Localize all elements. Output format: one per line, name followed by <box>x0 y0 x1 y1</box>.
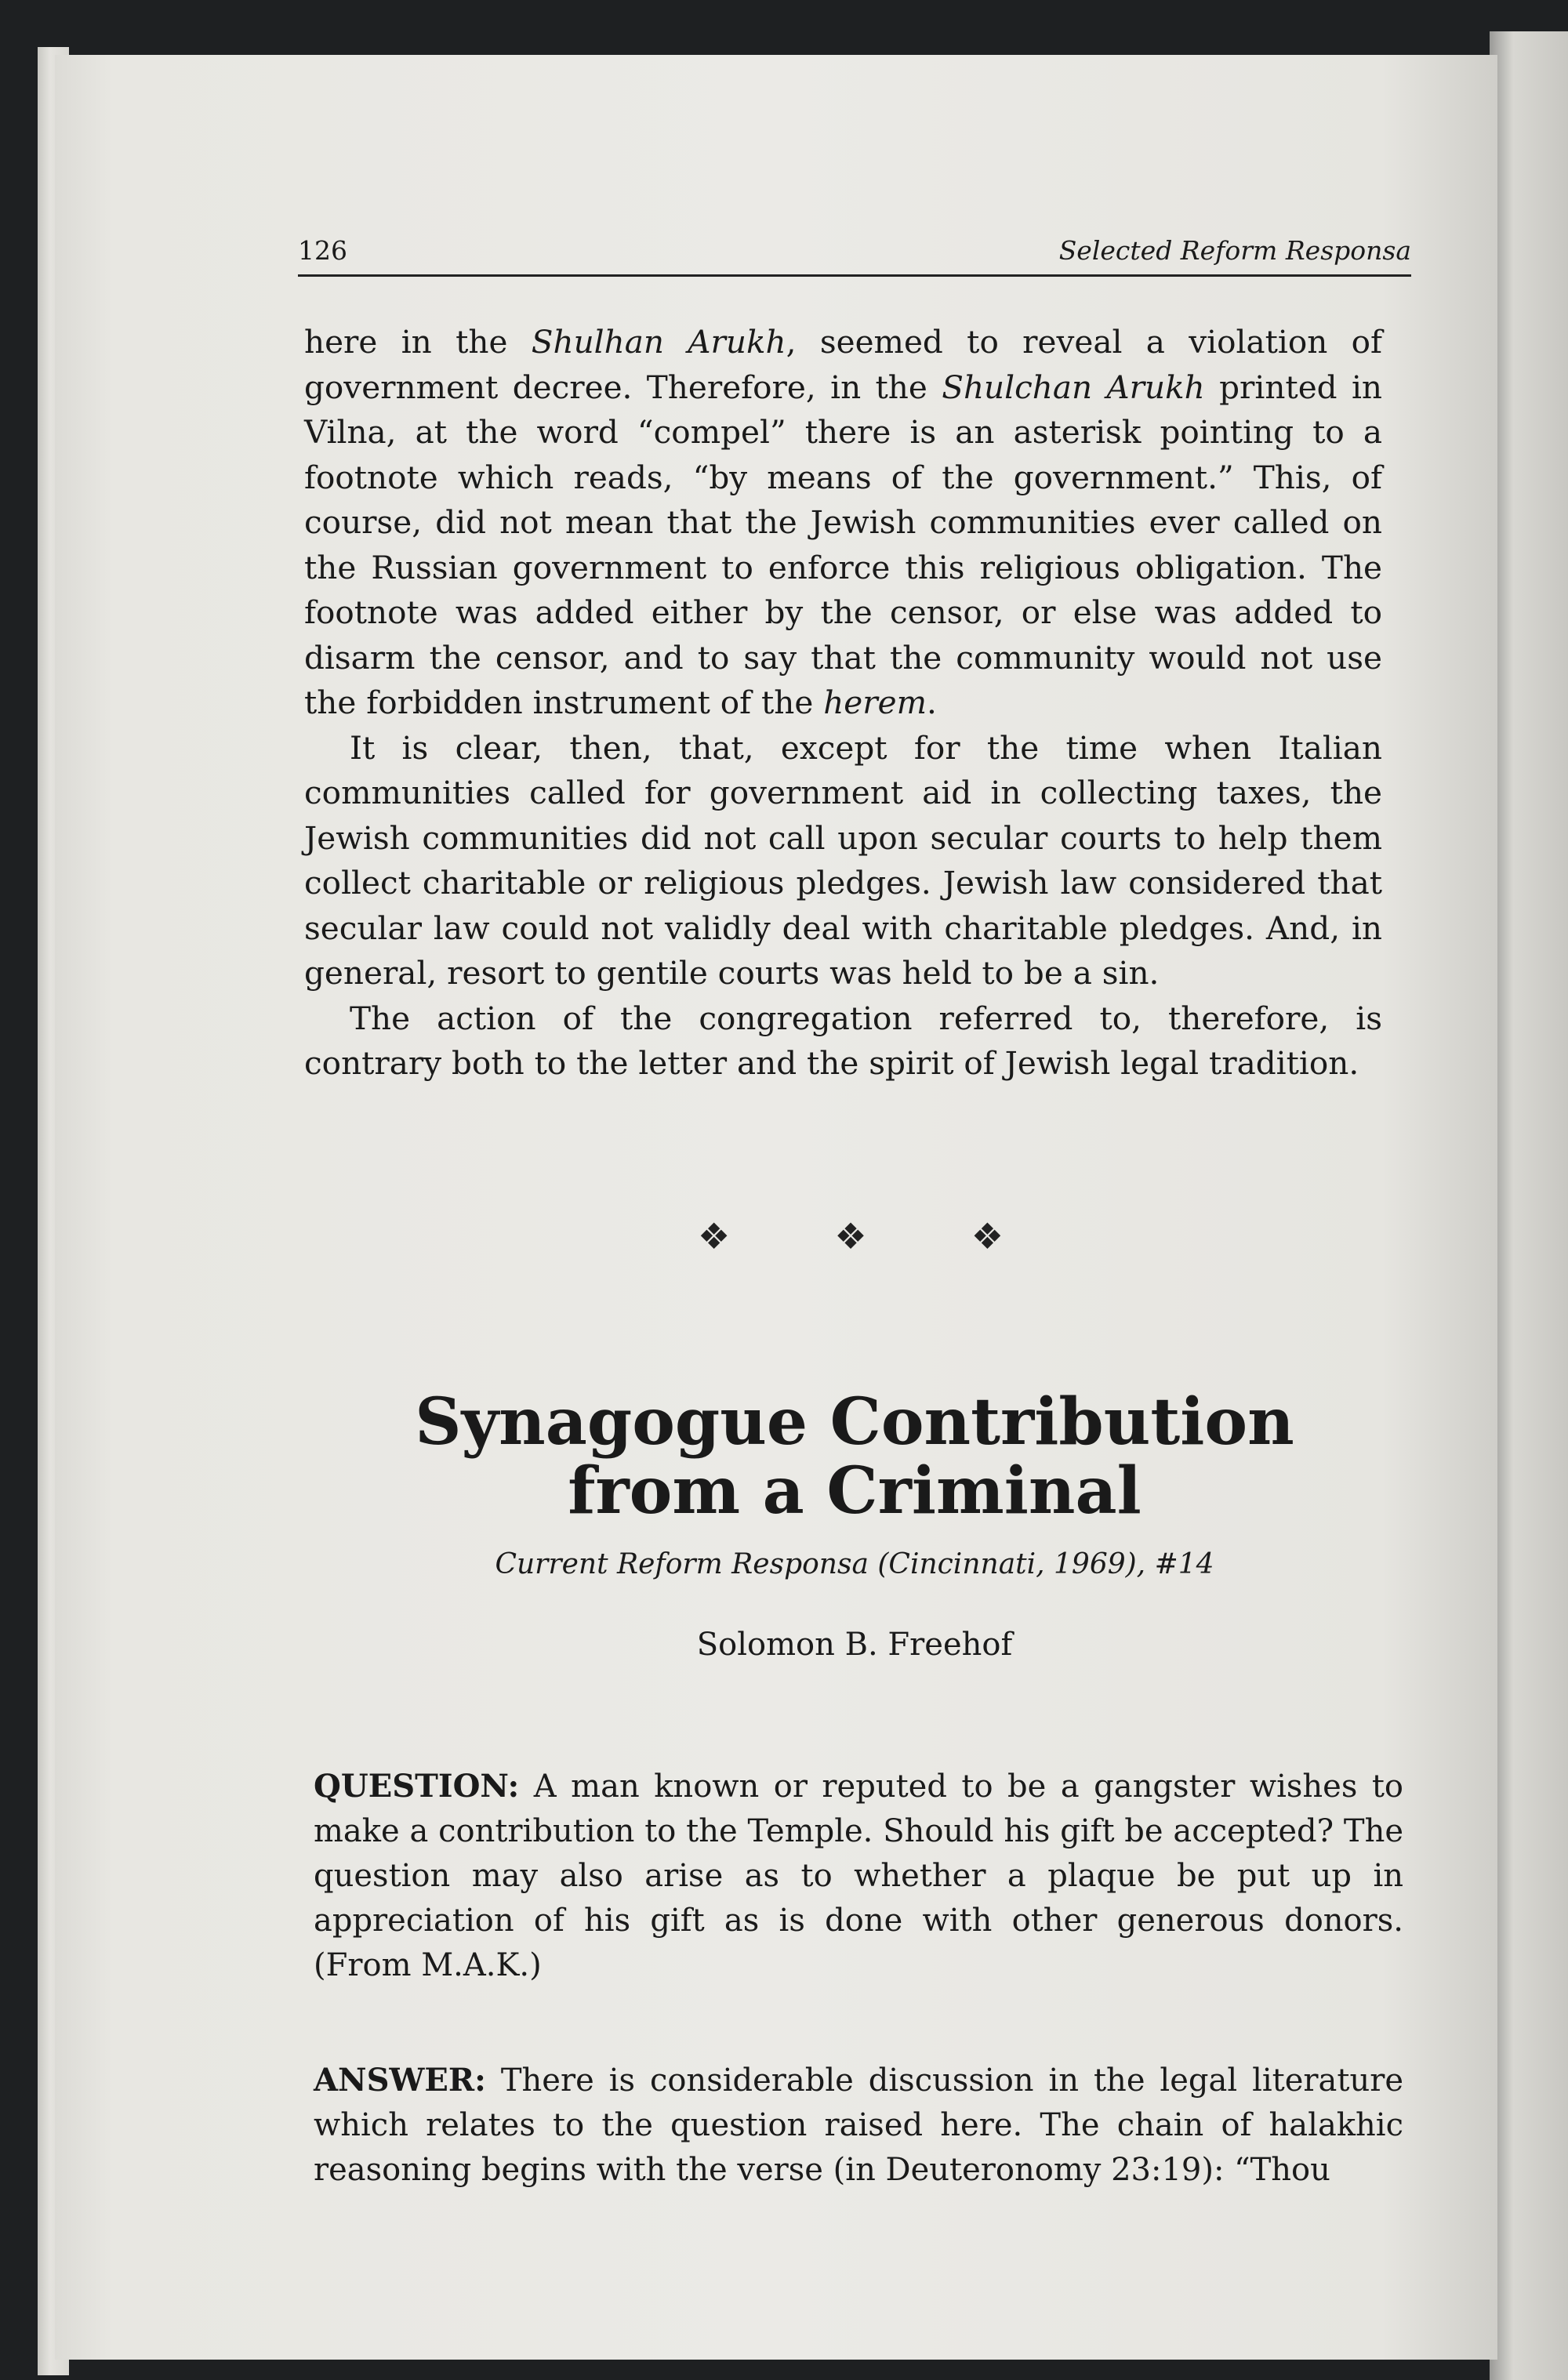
article-title-line-2: from a Criminal <box>568 1453 1142 1529</box>
article-author: Solomon B. Freehof <box>696 1627 1013 1663</box>
facing-page-edge <box>1490 31 1568 2380</box>
paragraph-text: printed in Vilna, at the word “compel” there is an asterisk pointing to a footnote which reads, “by means of the government.” This, of course, did not mean that the Jewish communities ever called on the Russian government to enforce this religious obligation. The footnote was added either by the censor, or else was added to disarm the censor, and to say that the community would not use the forbidden instrument of the <box>304 368 1382 721</box>
ornament-icon: ❖ <box>698 1215 731 1257</box>
paragraph-text: here in the <box>304 323 532 361</box>
article-source: Current Reform Responsa (Cincinnati, 1969), #14 <box>495 1548 1214 1580</box>
running-title: Selected Reform Responsa <box>1058 235 1411 266</box>
body-paragraph <box>304 726 1382 996</box>
paragraph-text: , seemed to reveal a violation of government decree. Therefore, in the <box>304 323 1382 406</box>
italic-term: Shulhan Arukh <box>531 323 786 361</box>
answer-text: There is considerable discussion in the legal literature which relates to the question raised here. The chain of halakhic reasoning begins with the verse (in Deuteronomy 23:19): “Thou <box>314 2063 1403 2188</box>
article-title <box>298 1384 1411 1529</box>
section-divider <box>698 1215 1004 1257</box>
article-title-line-1: Synagogue Contribution <box>415 1384 1294 1460</box>
paragraph-text: It is clear, then, that, except for the time when Italian communities called for government aid in collecting taxes, the Jewish communities did not call upon secular courts to help them collect charitable or religious pledges. Jewish law considered that secular law could not validly deal with charitable pledges. And, in general, resort to gentile courts was held to be a sin. <box>304 728 1382 992</box>
body-paragraph <box>304 996 1382 1087</box>
answer-paragraph <box>314 2058 1403 2193</box>
page-number: 126 <box>298 235 347 266</box>
italic-term: herem <box>823 684 927 721</box>
question-text: A man known or reputed to be a gangster wishes to make a contribution to the Temple. Should his gift be accepted? The question may also arise as to whether a plaque be put up in appreciation of his gift as is done with other generous donors. (From M.A.K.) <box>314 1769 1403 1983</box>
ornament-icon: ❖ <box>834 1215 867 1257</box>
book-page <box>55 55 1497 2360</box>
paragraph-text: The action of the congregation referred to, therefore, is contrary both to the letter and the spirit of Jewish legal tradition. <box>304 999 1382 1082</box>
italic-term: Shulchan Arukh <box>942 368 1205 406</box>
paragraph-text: . <box>926 684 937 721</box>
ornament-icon: ❖ <box>971 1215 1004 1257</box>
body-paragraph <box>304 320 1382 726</box>
answer-label: ANSWER: <box>314 2062 486 2099</box>
continued-text <box>304 320 1382 1087</box>
question-paragraph <box>314 1764 1403 1988</box>
running-header <box>298 235 1411 277</box>
question-label: QUESTION: <box>314 1768 520 1805</box>
